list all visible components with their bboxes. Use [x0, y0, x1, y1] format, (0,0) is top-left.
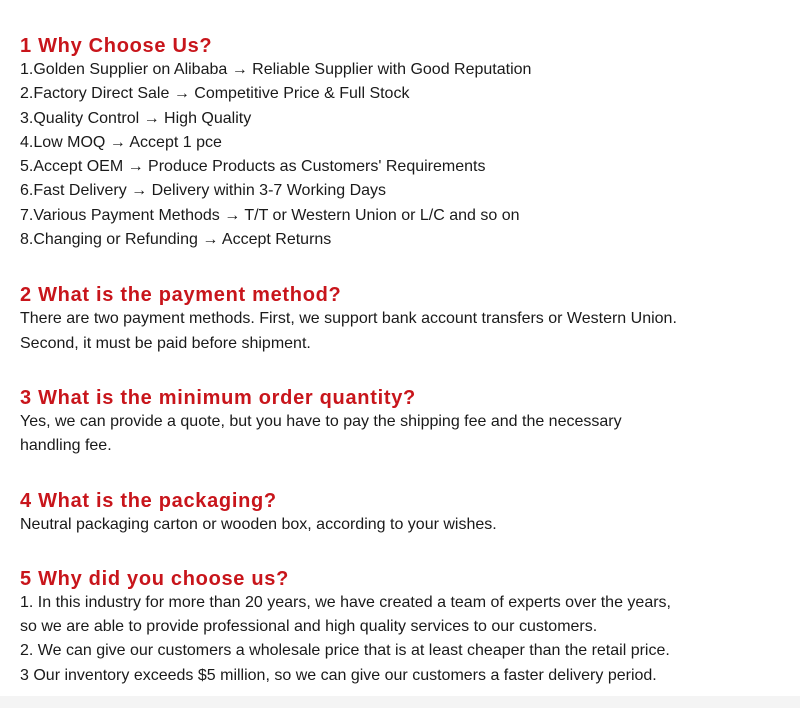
section-title: 1 Why Choose Us?	[20, 35, 213, 57]
list-item: 6.Fast Delivery → Delivery within 3-7 Working Days	[20, 182, 387, 200]
paragraph-line: 1. In this industry for more than 20 years, we have created a team of experts over the years,	[20, 593, 671, 611]
list-item: 2.Factory Direct Sale → Competitive Price & Full Stock	[20, 85, 410, 103]
section-minimum-order-quantity	[20, 386, 790, 459]
list-item: 4.Low MOQ → Accept 1 pce	[20, 133, 222, 151]
section-title: 2 What is the payment method?	[20, 284, 342, 307]
section-title: 5 Why did you choose us?	[20, 567, 290, 590]
section-title: 3 What is the minimum order quantity?	[20, 386, 416, 409]
list-item: 3.Quality Control → High Quality	[20, 109, 252, 127]
list-item: 7.Various Payment Methods → T/T or Western Union or L/C and so on	[20, 206, 520, 224]
paragraph-line: Neutral packaging carton or wooden box, according to your wishes.	[20, 515, 497, 533]
list-item: 8.Changing or Refunding → Accept Returns	[20, 231, 332, 249]
list-item: 5.Accept OEM → Produce Products as Customers' Requirements	[20, 158, 486, 176]
paragraph-line: There are two payment methods. First, we support bank account transfers or Western Union.	[20, 310, 677, 328]
paragraph-line: handling fee.	[20, 437, 112, 455]
section-why-choose-us	[20, 34, 790, 252]
section-payment-method	[20, 283, 790, 356]
paragraph-line: Second, it must be paid before shipment.	[20, 334, 311, 352]
section-title: 4 What is the packaging?	[20, 489, 277, 512]
section-packaging	[20, 489, 790, 537]
list-item: 1.Golden Supplier on Alibaba → Reliable Supplier with Good Reputation	[20, 61, 532, 78]
paragraph-line: 2. We can give our customers a wholesale price that is at least cheaper than the retail price.	[20, 642, 670, 660]
paragraph-line: 3 Our inventory exceeds $5 million, so we can give our customers a faster delivery period.	[20, 666, 657, 684]
section-why-did-you-choose-us	[20, 567, 790, 688]
paragraph-line: so we are able to provide professional and high quality services to our customers.	[20, 618, 598, 636]
faq-content	[20, 34, 790, 688]
paragraph-line: Yes, we can provide a quote, but you have to pay the shipping fee and the necessary	[20, 412, 622, 430]
